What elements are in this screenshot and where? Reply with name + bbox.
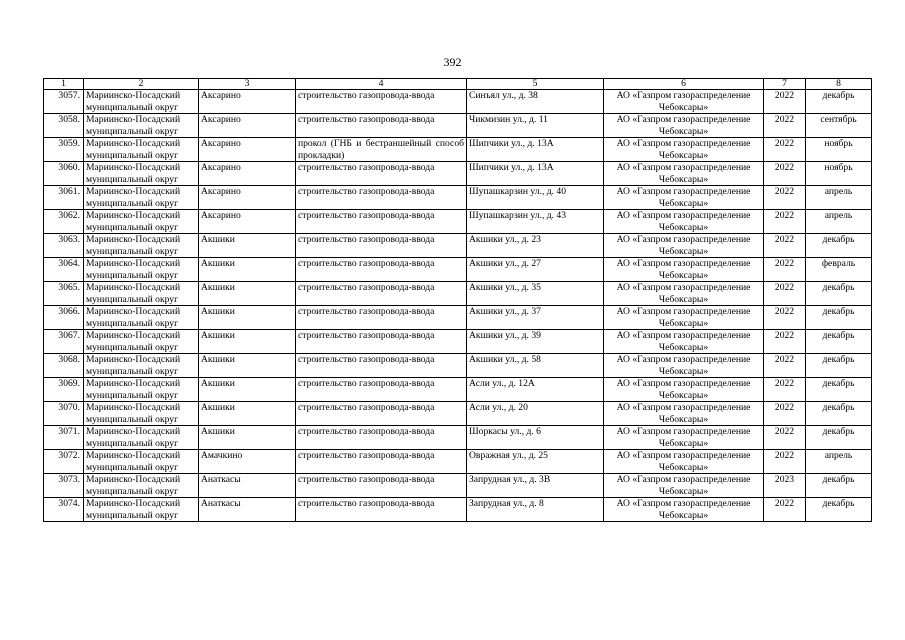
locality-cell: Акшики xyxy=(199,426,296,450)
column-header: 5 xyxy=(467,79,604,90)
operator-cell: АО «Газпром газораспределение Чебоксары» xyxy=(604,354,764,378)
address-cell: Шипчики ул., д. 13А xyxy=(467,138,604,162)
table-row xyxy=(44,234,872,258)
locality-cell: Аксарино xyxy=(199,114,296,138)
row-number-cell: 3057. xyxy=(44,90,84,114)
month-cell: декабрь xyxy=(806,426,872,450)
month-cell: ноябрь xyxy=(806,162,872,186)
table-row xyxy=(44,210,872,234)
work-type-cell: строительство газопровода-ввода xyxy=(296,402,467,426)
work-type-cell: строительство газопровода-ввода xyxy=(296,162,467,186)
work-type-cell: строительство газопровода-ввода xyxy=(296,234,467,258)
locality-cell: Акшики xyxy=(199,402,296,426)
locality-cell: Аксарино xyxy=(199,90,296,114)
table-row xyxy=(44,306,872,330)
year-cell: 2022 xyxy=(764,402,806,426)
row-number-cell: 3058. xyxy=(44,114,84,138)
year-cell: 2022 xyxy=(764,306,806,330)
work-type-cell: строительство газопровода-ввода xyxy=(296,378,467,402)
district-cell: Мариинско-Посадский муниципальный округ xyxy=(84,210,199,234)
table-row xyxy=(44,330,872,354)
row-number-cell: 3061. xyxy=(44,186,84,210)
year-cell: 2022 xyxy=(764,162,806,186)
locality-cell: Анаткасы xyxy=(199,498,296,522)
work-type-cell: строительство газопровода-ввода xyxy=(296,306,467,330)
locality-cell: Акшики xyxy=(199,258,296,282)
address-cell: Запрудная ул., д. 8 xyxy=(467,498,604,522)
address-cell: Акшики ул., д. 35 xyxy=(467,282,604,306)
column-header: 2 xyxy=(84,79,199,90)
address-cell: Акшики ул., д. 37 xyxy=(467,306,604,330)
month-cell: апрель xyxy=(806,450,872,474)
work-type-cell: строительство газопровода-ввода xyxy=(296,354,467,378)
row-number-cell: 3062. xyxy=(44,210,84,234)
table-row xyxy=(44,282,872,306)
address-cell: Запрудная ул., д. 3В xyxy=(467,474,604,498)
page-number: 392 xyxy=(443,55,462,69)
locality-cell: Акшики xyxy=(199,330,296,354)
district-cell: Мариинско-Посадский муниципальный округ xyxy=(84,234,199,258)
operator-cell: АО «Газпром газораспределение Чебоксары» xyxy=(604,306,764,330)
district-cell: Мариинско-Посадский муниципальный округ xyxy=(84,426,199,450)
locality-cell: Аксарино xyxy=(199,186,296,210)
locality-cell: Аксарино xyxy=(199,138,296,162)
operator-cell: АО «Газпром газораспределение Чебоксары» xyxy=(604,450,764,474)
column-header: 6 xyxy=(604,79,764,90)
address-cell: Акшики ул., д. 39 xyxy=(467,330,604,354)
district-cell: Мариинско-Посадский муниципальный округ xyxy=(84,306,199,330)
work-type-cell: строительство газопровода-ввода xyxy=(296,210,467,234)
year-cell: 2022 xyxy=(764,450,806,474)
operator-cell: АО «Газпром газораспределение Чебоксары» xyxy=(604,426,764,450)
district-cell: Мариинско-Посадский муниципальный округ xyxy=(84,114,199,138)
month-cell: апрель xyxy=(806,210,872,234)
row-number-cell: 3060. xyxy=(44,162,84,186)
locality-cell: Амачкино xyxy=(199,450,296,474)
month-cell: декабрь xyxy=(806,90,872,114)
table-row xyxy=(44,402,872,426)
operator-cell: АО «Газпром газораспределение Чебоксары» xyxy=(604,258,764,282)
table-row xyxy=(44,186,872,210)
locality-cell: Акшики xyxy=(199,234,296,258)
year-cell: 2022 xyxy=(764,210,806,234)
row-number-cell: 3070. xyxy=(44,402,84,426)
column-header: 1 xyxy=(44,79,84,90)
row-number-cell: 3067. xyxy=(44,330,84,354)
address-cell: Асли ул., д. 12А xyxy=(467,378,604,402)
month-cell: декабрь xyxy=(806,378,872,402)
address-cell: Чикмизин ул., д. 11 xyxy=(467,114,604,138)
row-number-cell: 3072. xyxy=(44,450,84,474)
district-cell: Мариинско-Посадский муниципальный округ xyxy=(84,498,199,522)
table-row xyxy=(44,474,872,498)
district-cell: Мариинско-Посадский муниципальный округ xyxy=(84,186,199,210)
operator-cell: АО «Газпром газораспределение Чебоксары» xyxy=(604,210,764,234)
row-number-cell: 3069. xyxy=(44,378,84,402)
table-row xyxy=(44,450,872,474)
year-cell: 2022 xyxy=(764,258,806,282)
address-cell: Шоркасы ул., д. 6 xyxy=(467,426,604,450)
operator-cell: АО «Газпром газораспределение Чебоксары» xyxy=(604,282,764,306)
work-type-cell: строительство газопровода-ввода xyxy=(296,114,467,138)
month-cell: февраль xyxy=(806,258,872,282)
locality-cell: Анаткасы xyxy=(199,474,296,498)
month-cell: декабрь xyxy=(806,354,872,378)
locality-cell: Акшики xyxy=(199,378,296,402)
work-type-cell: прокол (ГНБ и бестраншейный способ прокладки) xyxy=(296,138,467,162)
year-cell: 2022 xyxy=(764,234,806,258)
operator-cell: АО «Газпром газораспределение Чебоксары» xyxy=(604,330,764,354)
work-type-cell: строительство газопровода-ввода xyxy=(296,498,467,522)
month-cell: декабрь xyxy=(806,234,872,258)
district-cell: Мариинско-Посадский муниципальный округ xyxy=(84,138,199,162)
operator-cell: АО «Газпром газораспределение Чебоксары» xyxy=(604,162,764,186)
year-cell: 2022 xyxy=(764,138,806,162)
operator-cell: АО «Газпром газораспределение Чебоксары» xyxy=(604,234,764,258)
district-cell: Мариинско-Посадский муниципальный округ xyxy=(84,258,199,282)
district-cell: Мариинско-Посадский муниципальный округ xyxy=(84,378,199,402)
year-cell: 2022 xyxy=(764,114,806,138)
district-cell: Мариинско-Посадский муниципальный округ xyxy=(84,474,199,498)
work-type-cell: строительство газопровода-ввода xyxy=(296,90,467,114)
month-cell: декабрь xyxy=(806,306,872,330)
row-number-cell: 3066. xyxy=(44,306,84,330)
column-header: 8 xyxy=(806,79,872,90)
month-cell: декабрь xyxy=(806,330,872,354)
year-cell: 2022 xyxy=(764,498,806,522)
month-cell: сентябрь xyxy=(806,114,872,138)
operator-cell: АО «Газпром газораспределение Чебоксары» xyxy=(604,378,764,402)
operator-cell: АО «Газпром газораспределение Чебоксары» xyxy=(604,402,764,426)
work-schedule-table xyxy=(43,78,872,522)
district-cell: Мариинско-Посадский муниципальный округ xyxy=(84,90,199,114)
column-header: 7 xyxy=(764,79,806,90)
month-cell: апрель xyxy=(806,186,872,210)
column-header: 4 xyxy=(296,79,467,90)
table-body xyxy=(44,90,872,522)
row-number-cell: 3071. xyxy=(44,426,84,450)
row-number-cell: 3068. xyxy=(44,354,84,378)
work-type-cell: строительство газопровода-ввода xyxy=(296,330,467,354)
operator-cell: АО «Газпром газораспределение Чебоксары» xyxy=(604,114,764,138)
operator-cell: АО «Газпром газораспределение Чебоксары» xyxy=(604,138,764,162)
table-row xyxy=(44,426,872,450)
year-cell: 2022 xyxy=(764,378,806,402)
table-row xyxy=(44,138,872,162)
year-cell: 2022 xyxy=(764,282,806,306)
locality-cell: Аксарино xyxy=(199,162,296,186)
address-cell: Акшики ул., д. 27 xyxy=(467,258,604,282)
year-cell: 2022 xyxy=(764,354,806,378)
month-cell: декабрь xyxy=(806,474,872,498)
table-row xyxy=(44,162,872,186)
work-type-cell: строительство газопровода-ввода xyxy=(296,474,467,498)
work-type-cell: строительство газопровода-ввода xyxy=(296,450,467,474)
year-cell: 2022 xyxy=(764,426,806,450)
work-type-cell: строительство газопровода-ввода xyxy=(296,258,467,282)
operator-cell: АО «Газпром газораспределение Чебоксары» xyxy=(604,186,764,210)
address-cell: Асли ул., д. 20 xyxy=(467,402,604,426)
year-cell: 2023 xyxy=(764,474,806,498)
table-row xyxy=(44,114,872,138)
address-cell: Синъял ул., д. 38 xyxy=(467,90,604,114)
year-cell: 2022 xyxy=(764,330,806,354)
work-type-cell: строительство газопровода-ввода xyxy=(296,186,467,210)
row-number-cell: 3063. xyxy=(44,234,84,258)
district-cell: Мариинско-Посадский муниципальный округ xyxy=(84,282,199,306)
district-cell: Мариинско-Посадский муниципальный округ xyxy=(84,450,199,474)
locality-cell: Акшики xyxy=(199,282,296,306)
table-row xyxy=(44,354,872,378)
work-type-cell: строительство газопровода-ввода xyxy=(296,426,467,450)
row-number-cell: 3074. xyxy=(44,498,84,522)
address-cell: Шупашкарзин ул., д. 43 xyxy=(467,210,604,234)
year-cell: 2022 xyxy=(764,186,806,210)
locality-cell: Акшики xyxy=(199,306,296,330)
address-cell: Шипчики ул., д. 13А xyxy=(467,162,604,186)
district-cell: Мариинско-Посадский муниципальный округ xyxy=(84,354,199,378)
district-cell: Мариинско-Посадский муниципальный округ xyxy=(84,402,199,426)
address-cell: Шупашкарзин ул., д. 40 xyxy=(467,186,604,210)
table-row xyxy=(44,258,872,282)
year-cell: 2022 xyxy=(764,90,806,114)
table-row xyxy=(44,378,872,402)
district-cell: Мариинско-Посадский муниципальный округ xyxy=(84,330,199,354)
month-cell: декабрь xyxy=(806,498,872,522)
month-cell: ноябрь xyxy=(806,138,872,162)
table-row xyxy=(44,498,872,522)
month-cell: декабрь xyxy=(806,282,872,306)
row-number-cell: 3073. xyxy=(44,474,84,498)
district-cell: Мариинско-Посадский муниципальный округ xyxy=(84,162,199,186)
locality-cell: Акшики xyxy=(199,354,296,378)
month-cell: декабрь xyxy=(806,402,872,426)
address-cell: Акшики ул., д. 58 xyxy=(467,354,604,378)
address-cell: Овражная ул., д. 25 xyxy=(467,450,604,474)
operator-cell: АО «Газпром газораспределение Чебоксары» xyxy=(604,90,764,114)
row-number-cell: 3064. xyxy=(44,258,84,282)
row-number-cell: 3065. xyxy=(44,282,84,306)
table-row xyxy=(44,90,872,114)
locality-cell: Аксарино xyxy=(199,210,296,234)
column-number-header-row xyxy=(44,79,872,90)
row-number-cell: 3059. xyxy=(44,138,84,162)
work-type-cell: строительство газопровода-ввода xyxy=(296,282,467,306)
address-cell: Акшики ул., д. 23 xyxy=(467,234,604,258)
operator-cell: АО «Газпром газораспределение Чебоксары» xyxy=(604,498,764,522)
column-header: 3 xyxy=(199,79,296,90)
operator-cell: АО «Газпром газораспределение Чебоксары» xyxy=(604,474,764,498)
